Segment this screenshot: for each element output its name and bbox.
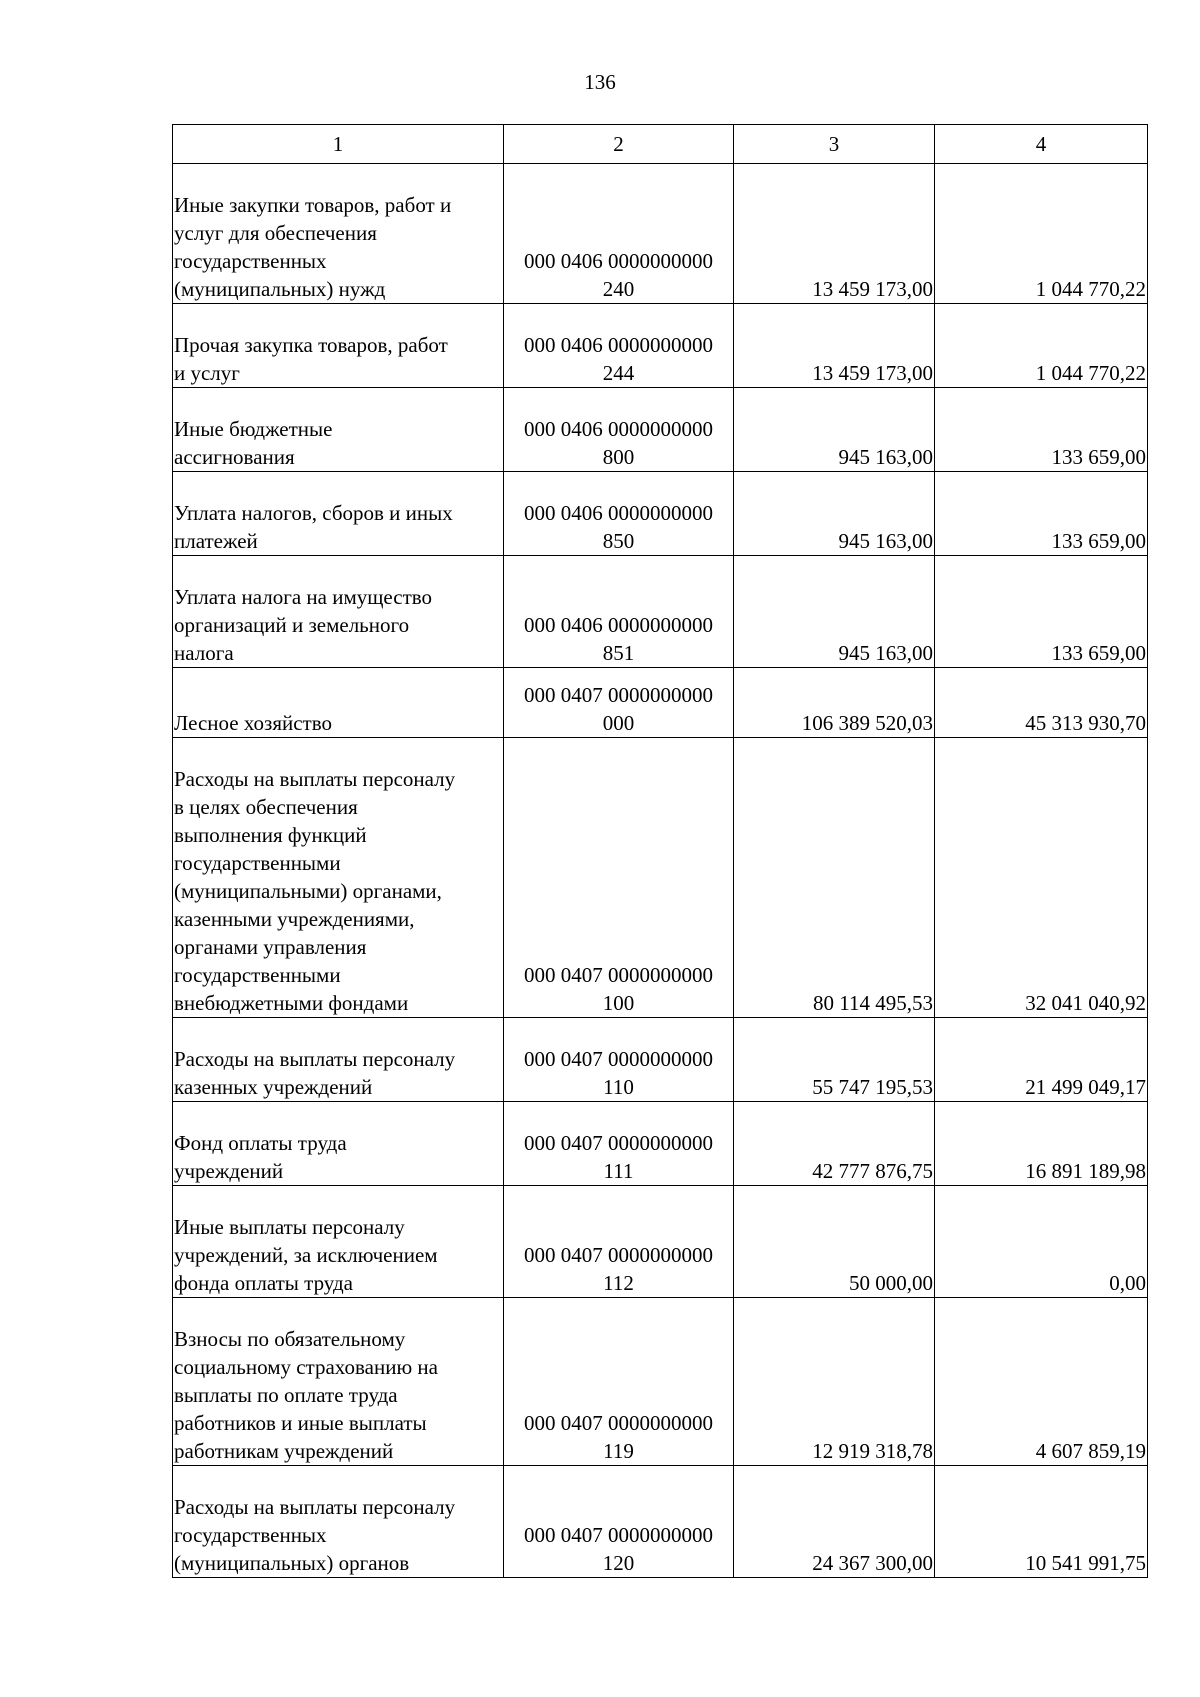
row-name-line: Уплата налогов, сборов и иных: [174, 501, 453, 525]
row-code-line: 000: [602, 711, 635, 735]
row-name-line: работников и иные выплаты: [174, 1411, 427, 1435]
budget-table: [172, 124, 1148, 1578]
row-name-cell: [173, 738, 504, 1018]
row-name-line: Фонд оплаты труда: [174, 1131, 347, 1155]
row-name-line: государственными: [174, 851, 341, 875]
row-name-line: государственных: [174, 249, 327, 273]
row-code-line: 000 0407 0000000000: [524, 1131, 713, 1155]
row-col4-value: 1 044 770,22: [935, 304, 1148, 388]
row-name-cell: [173, 164, 504, 304]
table-row: [173, 1466, 1148, 1578]
row-col3-value: 13 459 173,00: [734, 304, 935, 388]
row-name-line: и услуг: [174, 361, 240, 385]
row-col4-value: 1 044 770,22: [935, 164, 1148, 304]
row-name-cell: [173, 1018, 504, 1102]
row-name-line: выполнения функций: [174, 823, 367, 847]
row-col4-value: 0,00: [935, 1186, 1148, 1298]
row-name-line: органами управления: [174, 935, 367, 959]
row-code-line: 000 0407 0000000000: [524, 1047, 713, 1071]
header-cell: 1: [173, 125, 504, 164]
row-code-line: 120: [602, 1551, 635, 1575]
row-code-cell: [504, 1102, 734, 1186]
row-col4-value: 4 607 859,19: [935, 1298, 1148, 1466]
row-name-cell: [173, 472, 504, 556]
table-row: [173, 472, 1148, 556]
row-name-line: казенных учреждений: [174, 1075, 373, 1099]
row-code-line: 119: [603, 1439, 634, 1463]
row-code-line: 000 0406 0000000000: [524, 333, 713, 357]
row-col3-value: 42 777 876,75: [734, 1102, 935, 1186]
row-col3-value: 13 459 173,00: [734, 164, 935, 304]
row-name-line: услуг для обеспечения: [174, 221, 377, 245]
row-code-line: 111: [603, 1159, 634, 1183]
table-row: [173, 668, 1148, 738]
row-name-line: выплаты по оплате труда: [174, 1383, 398, 1407]
row-col3-value: 55 747 195,53: [734, 1018, 935, 1102]
row-code-cell: [504, 1466, 734, 1578]
row-code-cell: [504, 556, 734, 668]
row-name-cell: [173, 1298, 504, 1466]
row-code-cell: [504, 472, 734, 556]
row-code-line: 000 0407 0000000000: [524, 683, 713, 707]
row-code-cell: [504, 164, 734, 304]
row-col4-value: 133 659,00: [935, 472, 1148, 556]
row-name-cell: [173, 1102, 504, 1186]
row-name-line: государственных: [174, 1523, 327, 1547]
row-name-cell: [173, 668, 504, 738]
row-name-cell: [173, 388, 504, 472]
row-code-line: 244: [602, 361, 635, 385]
row-name-line: Лесное хозяйство: [174, 711, 332, 735]
row-col4-value: 10 541 991,75: [935, 1466, 1148, 1578]
header-cell: 3: [734, 125, 935, 164]
row-name-line: (муниципальных) органов: [174, 1551, 410, 1575]
row-code-line: 850: [602, 529, 635, 553]
table-row: [173, 388, 1148, 472]
row-code-line: 000 0407 0000000000: [524, 963, 713, 987]
row-name-cell: [173, 304, 504, 388]
row-code-line: 000 0406 0000000000: [524, 417, 713, 441]
row-name-line: Иные бюджетные: [174, 417, 333, 441]
row-name-line: Прочая закупка товаров, работ: [174, 333, 448, 357]
row-col4-value: 133 659,00: [935, 388, 1148, 472]
row-name-line: (муниципальных) нужд: [174, 277, 386, 301]
table-row: [173, 556, 1148, 668]
row-name-line: (муниципальными) органами,: [174, 879, 442, 903]
table-row: [173, 1102, 1148, 1186]
row-col3-value: 945 163,00: [734, 556, 935, 668]
row-code-cell: [504, 1298, 734, 1466]
table-row: [173, 304, 1148, 388]
row-name-line: Иные выплаты персоналу: [174, 1215, 405, 1239]
row-code-cell: [504, 304, 734, 388]
row-code-line: 800: [602, 445, 635, 469]
row-code-line: 000 0407 0000000000: [524, 1523, 713, 1547]
table-row: [173, 1298, 1148, 1466]
row-code-cell: [504, 1186, 734, 1298]
row-code-line: 000 0406 0000000000: [524, 249, 713, 273]
row-name-line: Расходы на выплаты персоналу: [174, 767, 456, 791]
row-code-cell: [504, 388, 734, 472]
row-code-cell: [504, 668, 734, 738]
row-name-line: работникам учреждений: [174, 1439, 394, 1463]
row-name-line: казенными учреждениями,: [174, 907, 415, 931]
row-code-line: 000 0406 0000000000: [524, 501, 713, 525]
row-name-cell: [173, 1186, 504, 1298]
row-name-line: платежей: [174, 529, 258, 553]
row-code-line: 851: [602, 641, 635, 665]
row-name-line: организаций и земельного: [174, 613, 410, 637]
row-name-line: ассигнования: [174, 445, 295, 469]
table-row: [173, 1186, 1148, 1298]
row-name-cell: [173, 556, 504, 668]
row-col4-value: 32 041 040,92: [935, 738, 1148, 1018]
row-code-line: 000 0407 0000000000: [524, 1411, 713, 1435]
header-row: [173, 125, 1148, 164]
row-code-line: 000 0407 0000000000: [524, 1243, 713, 1267]
row-name-line: государственными: [174, 963, 341, 987]
row-name-line: учреждений, за исключением: [174, 1243, 438, 1267]
row-col3-value: 50 000,00: [734, 1186, 935, 1298]
row-code-cell: [504, 1018, 734, 1102]
row-name-cell: [173, 1466, 504, 1578]
row-code-cell: [504, 738, 734, 1018]
row-col3-value: 80 114 495,53: [734, 738, 935, 1018]
row-col4-value: 133 659,00: [935, 556, 1148, 668]
row-col3-value: 12 919 318,78: [734, 1298, 935, 1466]
row-code-line: 110: [603, 1075, 634, 1099]
row-name-line: в целях обеспечения: [174, 795, 358, 819]
table-row: [173, 738, 1148, 1018]
row-name-line: внебюджетными фондами: [174, 991, 409, 1015]
row-code-line: 112: [603, 1271, 634, 1295]
row-code-line: 100: [602, 991, 635, 1015]
row-col4-value: 45 313 930,70: [935, 668, 1148, 738]
row-code-line: 000 0406 0000000000: [524, 613, 713, 637]
table-row: [173, 164, 1148, 304]
row-col3-value: 106 389 520,03: [734, 668, 935, 738]
row-name-line: Расходы на выплаты персоналу: [174, 1047, 456, 1071]
header-cell: 2: [504, 125, 734, 164]
row-name-line: учреждений: [174, 1159, 284, 1183]
row-col3-value: 945 163,00: [734, 388, 935, 472]
row-name-line: фонда оплаты труда: [174, 1271, 353, 1295]
row-name-line: налога: [174, 641, 234, 665]
row-name-line: Иные закупки товаров, работ и: [174, 193, 452, 217]
row-col3-value: 945 163,00: [734, 472, 935, 556]
row-col4-value: 16 891 189,98: [935, 1102, 1148, 1186]
row-col3-value: 24 367 300,00: [734, 1466, 935, 1578]
row-name-line: социальному страхованию на: [174, 1355, 438, 1379]
row-col4-value: 21 499 049,17: [935, 1018, 1148, 1102]
header-cell: 4: [935, 125, 1148, 164]
page-number: 136: [584, 70, 616, 94]
table-row: [173, 1018, 1148, 1102]
row-name-line: Расходы на выплаты персоналу: [174, 1495, 456, 1519]
row-name-line: Уплата налога на имущество: [174, 585, 433, 609]
row-code-line: 240: [602, 277, 635, 301]
row-name-line: Взносы по обязательному: [174, 1327, 406, 1351]
